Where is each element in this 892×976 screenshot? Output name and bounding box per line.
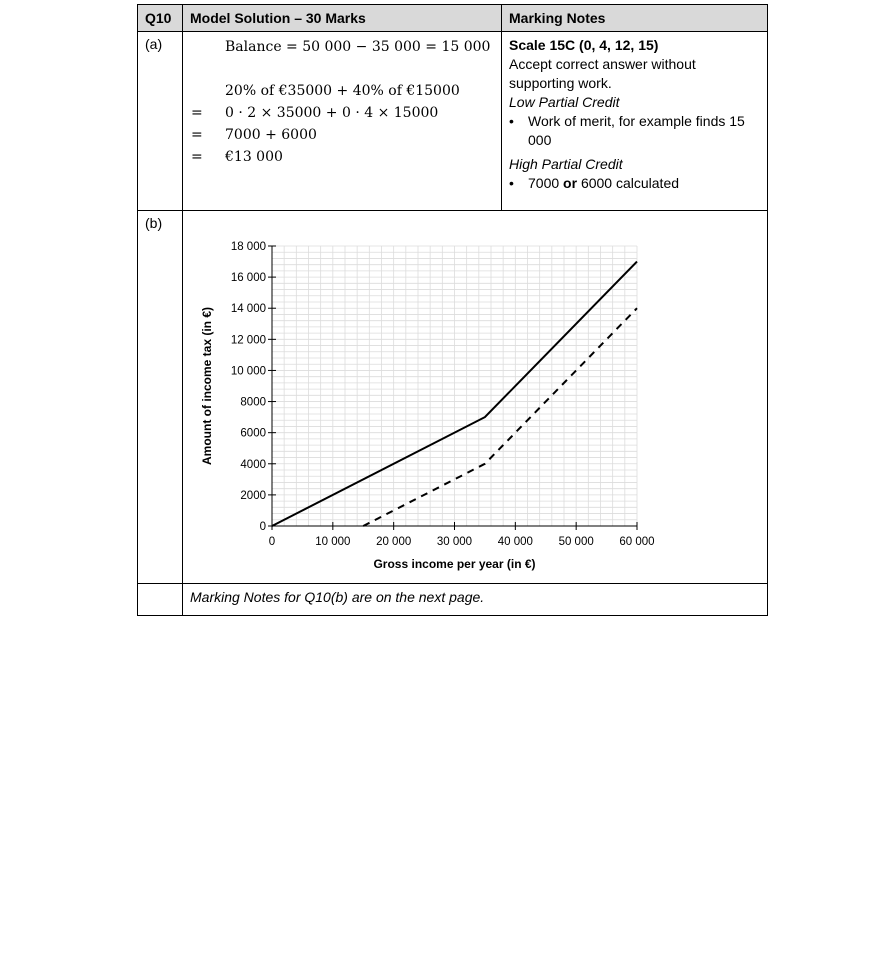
y-tick-label: 0: [259, 521, 266, 533]
y-tick-label: 18 000: [230, 241, 266, 253]
high-partial-item: • 7000 or 6000 calculated: [509, 175, 680, 191]
y-tick-label: 6000: [240, 427, 266, 440]
working-line-4: €13 000: [225, 149, 283, 165]
bullet-icon: •: [509, 113, 514, 129]
series-line-dashed: [363, 308, 637, 526]
x-axis-label: Gross income per year (in €): [373, 557, 536, 571]
header-row: [138, 5, 768, 32]
part-a-notes: [502, 32, 768, 211]
footer-row: [138, 584, 768, 616]
x-tick-label: 40 000: [497, 536, 533, 548]
x-tick-label: 10 000: [315, 536, 351, 548]
question-number: Q10: [138, 5, 183, 32]
bullet-icon: •: [509, 175, 514, 191]
y-tick-label: 8000: [240, 396, 266, 409]
equals-sign-1: =: [191, 105, 203, 121]
x-tick-label: 60 000: [619, 536, 655, 548]
equals-sign-2: =: [191, 127, 203, 143]
low-partial-item: • Work of merit, for example finds 15 000: [509, 113, 745, 148]
y-tick-label: 2000: [240, 489, 266, 502]
part-b-graph-cell: [183, 211, 768, 584]
part-b-row: [138, 211, 768, 584]
x-tick-label: 50 000: [558, 536, 594, 548]
accept-text: Accept correct answer without supporting work.: [509, 56, 696, 91]
y-tick-label: 14 000: [230, 303, 266, 316]
working-line-2: 0 · 2 × 35000 + 0 · 4 × 15000: [225, 105, 439, 121]
working-line-3: 7000 + 6000: [225, 127, 317, 143]
y-tick-label: 16 000: [230, 272, 266, 285]
equals-sign-3: =: [191, 149, 203, 165]
low-partial-title: Low Partial Credit: [509, 94, 620, 110]
working-line-1: 20% of €35000 + 40% of €15000: [225, 83, 460, 99]
marking-scheme-table: [137, 4, 768, 616]
footnote: Marking Notes for Q10(b) are on the next page.: [183, 584, 768, 616]
footer-empty-cell: [138, 584, 183, 616]
income-tax-chart: [183, 211, 811, 583]
x-tick-label: 20 000: [376, 536, 412, 548]
y-tick-label: 10 000: [230, 365, 266, 378]
x-tick-label: 30 000: [436, 536, 473, 548]
balance-line: Balance = 50 000 − 35 000 = 15 000: [225, 39, 491, 55]
high-partial-title: High Partial Credit: [509, 156, 623, 172]
y-tick-label: 4000: [240, 458, 266, 471]
x-tick-label: 0: [268, 536, 276, 548]
notes-title: Marking Notes: [502, 5, 768, 32]
part-a-row: [138, 32, 768, 211]
part-b-label: (b): [138, 211, 183, 584]
part-a-label: (a): [138, 32, 183, 211]
solution-title: Model Solution – 30 Marks: [183, 5, 502, 32]
part-a-solution: [183, 32, 502, 211]
y-axis-label: Amount of income tax (in €): [200, 306, 214, 466]
scale-text: Scale 15C (0, 4, 12, 15): [509, 37, 659, 53]
y-tick-label: 12 000: [230, 334, 266, 347]
